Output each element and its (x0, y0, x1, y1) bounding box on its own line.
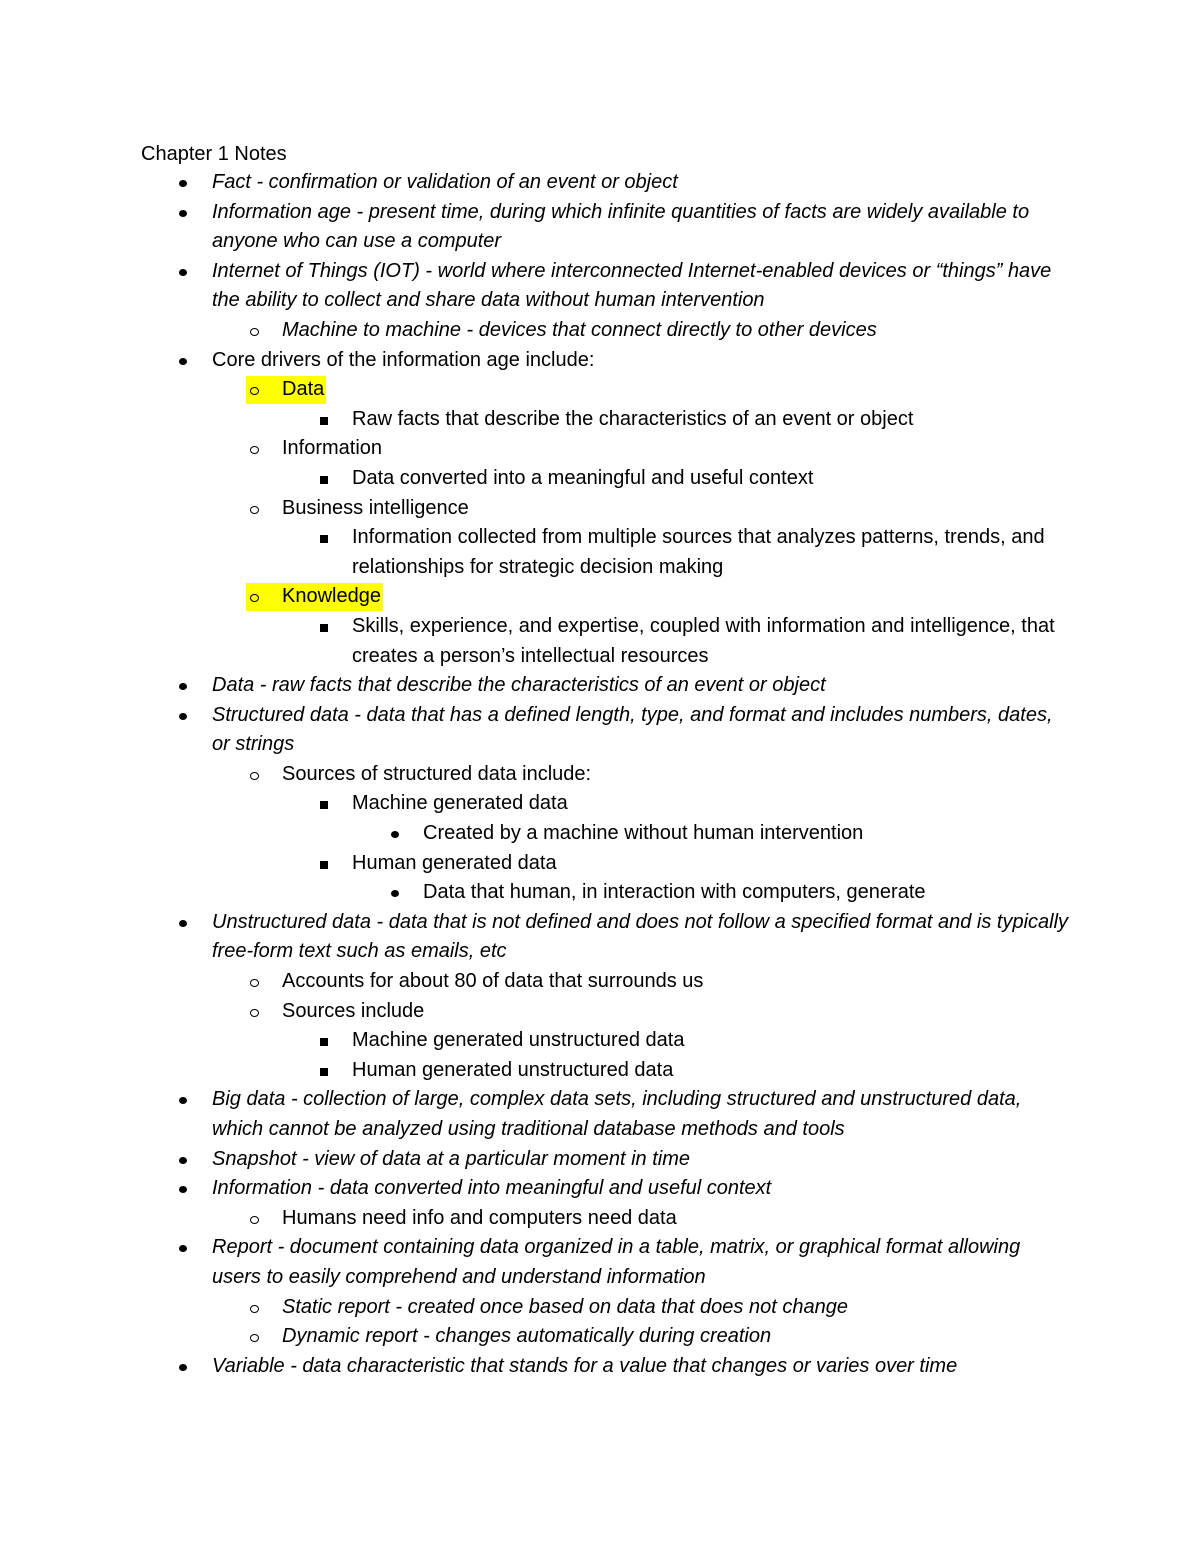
circle-bullet-icon (246, 434, 266, 463)
disc-bullet-icon (175, 1233, 195, 1262)
list-item (0, 198, 1200, 257)
list-item-text: Data converted into a meaningful and useful context (352, 466, 814, 489)
disc-bullet-icon (175, 701, 195, 730)
list-item-text: Fact - confirmation or validation of an event or object (212, 171, 678, 193)
disc-bullet-icon (175, 1174, 195, 1203)
list-item (0, 1026, 1200, 1056)
list-item-text: Unstructured data - data that is not defined and does not follow a specified format and is typically free-form text such as emails, etc (212, 910, 1069, 963)
list-item (0, 1352, 1200, 1382)
circle-bullet-icon (246, 316, 266, 345)
disc-bullet-icon (175, 257, 195, 286)
notes-list (0, 168, 1200, 1381)
list-item-text: Data (282, 378, 325, 401)
page-title: Chapter 1 Notes (141, 143, 287, 165)
disc-bullet-icon (175, 1145, 195, 1174)
list-item-text: Data - raw facts that describe the characteristics of an event or object (212, 674, 826, 697)
list-item (0, 375, 1200, 405)
list-item (0, 997, 1200, 1027)
list-item (0, 316, 1200, 346)
list-item (0, 346, 1200, 376)
list-item (0, 1233, 1200, 1292)
list-item-text: Structured data - data that has a defined length, type, and format and includes numbers, dates, or strings (212, 703, 1053, 756)
list-item (0, 582, 1200, 612)
list-item-text: Human generated data (352, 851, 557, 874)
list-item (0, 1322, 1200, 1352)
list-item (0, 967, 1200, 997)
list-item (0, 1293, 1200, 1323)
list-item-text: Machine generated unstructured data (352, 1029, 685, 1052)
list-item-text: Business intelligence (282, 496, 469, 519)
list-item-text: Report - document containing data organized in a table, matrix, or graphical format allowing users to easily comprehend and understand information (212, 1236, 1021, 1288)
list-item-text: Skills, experience, and expertise, coupled with information and intelligence, that creates a person’s intellectual resources (352, 614, 1055, 667)
list-item (0, 464, 1200, 494)
square-bullet-icon (316, 849, 336, 878)
list-item (0, 849, 1200, 879)
disc-bullet-icon (175, 1085, 195, 1114)
disc-bullet-icon (175, 346, 195, 375)
list-item (0, 612, 1200, 671)
list-item (0, 1085, 1200, 1144)
list-item (0, 1174, 1200, 1204)
list-item-text: Information (282, 437, 383, 460)
list-item (0, 1145, 1200, 1175)
list-item-text: Information age - present time, during which infinite quantities of facts are widely available to anyone who can use a computer (212, 200, 1030, 253)
disc-bullet-icon (175, 671, 195, 700)
list-item-text: Internet of Things (IOT) - world where interconnected Internet-enabled devices or “things” have the ability to collect and share data without human intervention (212, 259, 1052, 312)
circle-bullet-icon (246, 494, 266, 523)
square-bullet-icon (316, 464, 336, 493)
circle-bullet-icon (246, 375, 266, 404)
list-item (0, 908, 1200, 967)
disc-bullet-icon (175, 198, 195, 227)
list-item-text: Created by a machine without human intervention (423, 822, 864, 845)
circle-bullet-icon (246, 1293, 266, 1322)
list-item-text: Sources include (282, 999, 425, 1022)
disc-bullet-icon (175, 1352, 195, 1381)
list-item-text: Human generated unstructured data (352, 1058, 674, 1081)
list-item-text: Dynamic report - changes automatically during creation (282, 1325, 772, 1348)
circle-bullet-icon (246, 1322, 266, 1351)
square-bullet-icon (316, 1026, 336, 1055)
list-item-text: Information - data converted into meaningful and useful context (212, 1177, 772, 1200)
circle-bullet-icon (246, 997, 266, 1026)
square-bullet-icon (316, 612, 336, 641)
list-item-text: Data that human, in interaction with computers, generate (423, 881, 926, 904)
list-item (0, 701, 1200, 760)
list-item-text: Raw facts that describe the characteristics of an event or object (352, 407, 914, 430)
list-item (0, 168, 1200, 198)
list-item-text: Sources of structured data include: (282, 762, 592, 785)
list-item-text: Accounts for about 80 of data that surrounds us (282, 970, 704, 993)
disc-bullet-icon (387, 819, 407, 848)
list-item (0, 1056, 1200, 1086)
list-item (0, 789, 1200, 819)
circle-bullet-icon (246, 582, 266, 611)
square-bullet-icon (316, 523, 336, 552)
disc-bullet-icon (387, 878, 407, 907)
list-item (0, 819, 1200, 849)
list-item (0, 523, 1200, 582)
list-item (0, 494, 1200, 524)
circle-bullet-icon (246, 967, 266, 996)
list-item (0, 1204, 1200, 1234)
square-bullet-icon (316, 1056, 336, 1085)
square-bullet-icon (316, 405, 336, 434)
list-item (0, 434, 1200, 464)
list-item (0, 760, 1200, 790)
list-item (0, 671, 1200, 701)
list-item-text: Big data - collection of large, complex data sets, including structured and unstructured data, which cannot be analyzed using traditional database methods and tools (212, 1088, 1022, 1140)
circle-bullet-icon (246, 1204, 266, 1233)
circle-bullet-icon (246, 760, 266, 789)
list-item-text: Static report - created once based on data that does not change (282, 1295, 848, 1318)
list-item-text: Machine generated data (352, 792, 568, 815)
list-item-text: Core drivers of the information age include: (212, 348, 595, 371)
disc-bullet-icon (175, 168, 195, 197)
list-item-text: Machine to machine - devices that connect directly to other devices (282, 318, 877, 341)
list-item (0, 878, 1200, 908)
list-item (0, 257, 1200, 316)
list-item-text: Variable - data characteristic that stands for a value that changes or varies over time (212, 1354, 958, 1377)
list-item-text: Information collected from multiple sources that analyzes patterns, trends, and relationships for strategic decision making (352, 526, 1045, 578)
list-item (0, 405, 1200, 435)
list-item-text: Knowledge (282, 585, 381, 608)
square-bullet-icon (316, 789, 336, 818)
list-item-text: Humans need info and computers need data (282, 1206, 677, 1229)
list-item-text: Snapshot - view of data at a particular moment in time (212, 1147, 691, 1170)
disc-bullet-icon (175, 908, 195, 937)
